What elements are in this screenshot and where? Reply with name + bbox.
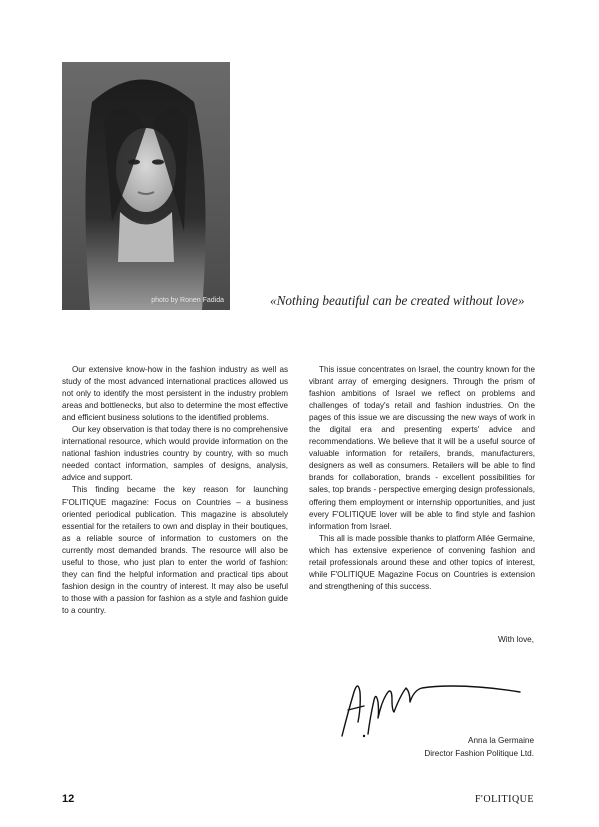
paragraph: This issue concentrates on Israel, the country known for the vibrant array of emerging designers. Through the prism of fashion ambitions of Israel we reflect on problems and challenges of today's retail and fashion industries. On the pages of this issue we are discussing the new ways of work in the digital era and presenting experts' advice and recommendations. We believe that it will be a useful source of valuable information for retailers, brands, manufacturers, designers as well as consumers. Retailers will be able to find brands for collaboration, brands - excellent possibilities for sales, top brands - perspective emerging design professionals, offering them employment or internship opportunities, and just every F'OLITIQUE lover will be able to find style and fashion information from Israel. <box>309 365 535 531</box>
brand-logo: F'OLITIQUE <box>474 794 534 805</box>
left-column <box>62 364 288 617</box>
right-column <box>309 364 535 593</box>
closing-line: With love, <box>498 635 534 644</box>
signer-name: Anna la Germaine <box>468 736 534 745</box>
signer-title: Director Fashion Politique Ltd. <box>424 748 534 758</box>
page-number: 12 <box>62 793 75 805</box>
photo-credit: photo by Ronen Fadida <box>151 297 224 304</box>
handwritten-signature <box>334 652 524 742</box>
paragraph: This finding became the key reason for launching F'OLITIQUE magazine: Focus on Countries – a business oriented periodical publication. This magazine is absolutely essential for the retailers to own and display in their boutiques, as a reliable source of information to customers on the currently most demanded brands. The resource will also be useful to those, who just plan to enter the world of fashion: they can find the helpful information and practical tips about fashion design in the country of interest. It may also be useful to those with a passion for fashion as a style and fashion guide to a country. <box>62 485 288 615</box>
portrait-photo <box>62 62 230 310</box>
paragraph: Our key observation is that today there is no comprehensive international resource, which would provide information on the national fashion industries country by country, with so much needed contact information, samples of designs, analysis, advice and support. <box>62 425 288 483</box>
portrait-illustration <box>62 62 230 310</box>
paragraph: This all is made possible thanks to platform Allée Germaine, which has extensive experience of convening fashion and retail professionals around these and other topics of interest, while F'OLITIQUE Magazine Focus on Countries is extension and strengthening of this success. <box>309 533 535 591</box>
pull-quote: «Nothing beautiful can be created without love» <box>270 293 525 308</box>
paragraph: Our extensive know-how in the fashion industry as well as study of the most advanced international practices allowed us not only to identify the most persistent in the industry problem areas and bottlenecks, but also to determine the most effective and efficient business solutions to the identified problems. <box>62 365 288 423</box>
signer-block <box>424 735 534 760</box>
